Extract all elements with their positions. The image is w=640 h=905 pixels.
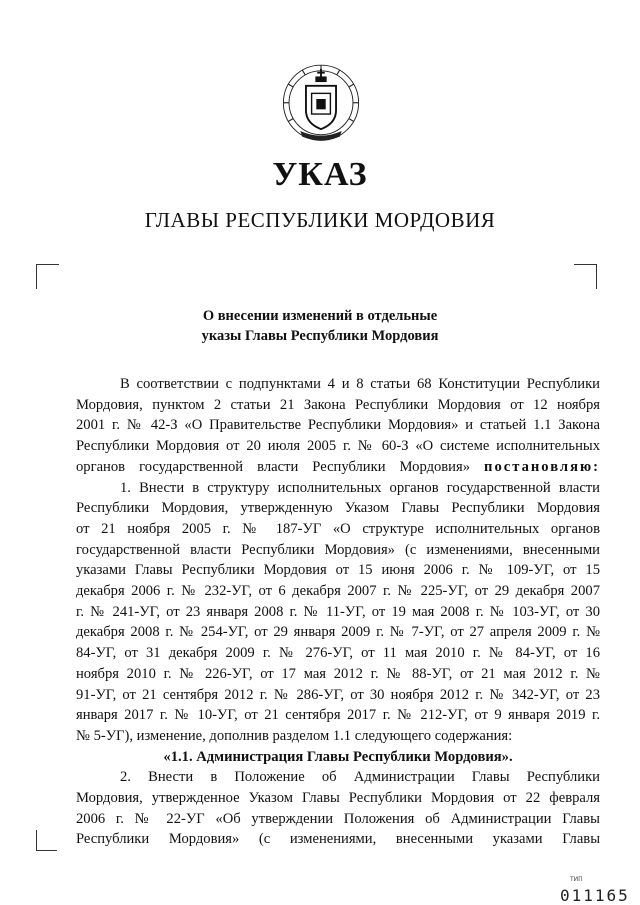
document-serial-number: 011165 bbox=[560, 886, 630, 905]
document-heading bbox=[120, 306, 520, 346]
postanovlyayu-word: постановляю: bbox=[484, 458, 600, 475]
body-line: Мордовия, утвержденное Указом Главы Республики Мордовия от 22 февраля bbox=[76, 790, 600, 807]
body-line: Республики Мордовия от 20 июля 2005 г. № 60-З «О системе исполнительных bbox=[76, 438, 600, 455]
body-line: 2001 г. № 42-З «О Правительстве Республики Мордовия» и статьей 1.1 Закона bbox=[76, 417, 600, 434]
body-line: января 2017 г. № 10-УГ, от 21 сентября 2017 г. № 212-УГ, от 9 января 2019 г. bbox=[76, 707, 600, 724]
corner-mark-bottom-left bbox=[36, 830, 57, 851]
body-section-title: «1.1. Администрация Главы Республики Мордовия». bbox=[163, 748, 513, 765]
body-line: государственной власти Республики Мордовия» (с изменениями, внесенными bbox=[76, 541, 600, 558]
heading-line: указы Главы Республики Мордовия bbox=[201, 328, 439, 344]
body-line: 84-УГ, от 31 декабря 2009 г. № 276-УГ, от 11 мая 2010 г. № 84-УГ, от 16 bbox=[76, 645, 600, 662]
body-line: Республики Мордовия, утвержденную Указом Главы Республики Мордовия bbox=[76, 500, 600, 517]
body-line-with-decree-word bbox=[76, 457, 600, 478]
body-line: 91-УГ, от 21 сентября 2012 г. № 286-УГ, от 30 ноября 2012 г. № 342-УГ, от 23 bbox=[76, 686, 600, 703]
document-title: УКАЗ bbox=[272, 156, 368, 193]
body-line: декабря 2008 г. № 254-УГ, от 29 января 2009 г. № 7-УГ, от 27 апреля 2009 г. № bbox=[76, 624, 600, 641]
document-body bbox=[76, 374, 600, 850]
document-subtitle: ГЛАВЫ РЕСПУБЛИКИ МОРДОВИЯ bbox=[144, 208, 496, 232]
body-line-text: органов государственной власти Республики Мордовия» bbox=[76, 458, 470, 475]
print-mark: ТИП bbox=[570, 876, 583, 883]
body-line: 2. Внести в Положение об Администрации Главы Республики bbox=[120, 769, 600, 786]
body-line: г. № 241-УГ, от 23 января 2008 г. № 11-УГ, от 19 мая 2008 г. № 103-УГ, от 30 bbox=[76, 603, 600, 620]
body-line: Республики Мордовия» (с изменениями, внесенными указами Главы bbox=[76, 831, 600, 848]
body-line: указами Главы Республики Мордовия от 15 июня 2006 г. № 109-УГ, от 15 bbox=[76, 562, 600, 579]
body-line: 2006 г. № 22-УГ «Об утверждении Положения об Администрации Главы bbox=[76, 810, 600, 827]
corner-mark-top-right bbox=[574, 264, 597, 289]
coat-of-arms-emblem bbox=[274, 52, 368, 146]
corner-mark-top-left bbox=[36, 264, 59, 289]
body-line: Мордовия, пунктом 2 статьи 21 Закона Республики Мордовия от 12 ноября bbox=[76, 396, 600, 413]
body-line: от 21 ноября 2005 г. № 187-УГ «О структуре исполнительных органов bbox=[76, 520, 600, 537]
body-line: 1. Внести в структуру исполнительных органов государственной власти bbox=[120, 479, 600, 496]
body-line: В соответствии с подпунктами 4 и 8 статьи 68 Конституции Республики bbox=[120, 376, 600, 392]
body-line: ноября 2010 г. № 226-УГ, от 17 мая 2012 г. № 88-УГ, от 21 мая 2012 г. № bbox=[76, 665, 600, 682]
body-line: № 5-УГ), изменение, дополнив разделом 1.1 следующего содержания: bbox=[76, 727, 513, 744]
heading-line: О внесении изменений в отдельные bbox=[202, 308, 438, 324]
body-line: декабря 2006 г. № 232-УГ, от 6 декабря 2007 г. № 225-УГ, от 29 декабря 2007 bbox=[76, 583, 600, 600]
